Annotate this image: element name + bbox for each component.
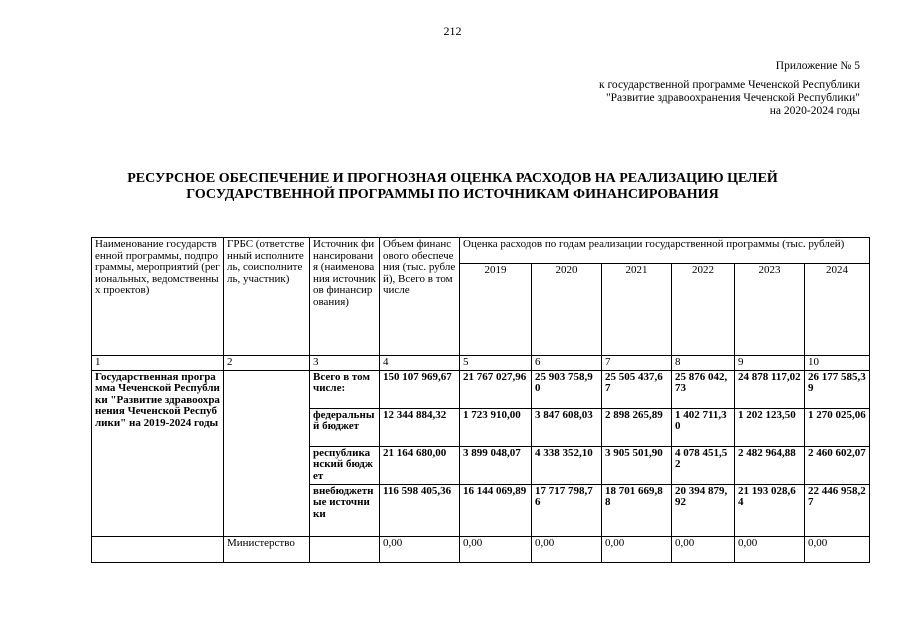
year-cell: 1 402 711,30 bbox=[672, 408, 735, 446]
year-cell: 0,00 bbox=[460, 536, 532, 562]
column-number: 3 bbox=[310, 356, 380, 371]
year-cell: 0,00 bbox=[602, 536, 672, 562]
year-cell: 4 078 451,52 bbox=[672, 446, 735, 484]
source-cell: Всего в том числе: bbox=[310, 370, 380, 408]
year-cell: 0,00 bbox=[532, 536, 602, 562]
total-cell: 0,00 bbox=[380, 536, 460, 562]
year-cell: 3 905 501,90 bbox=[602, 446, 672, 484]
title-line-2: ГОСУДАРСТВЕННОЙ ПРОГРАММЫ ПО ИСТОЧНИКАМ ФИНАНСИРОВАНИЯ bbox=[186, 187, 719, 202]
header-volume: Объем финансового обеспечения (тыс. рублей), Всего в том числе bbox=[380, 238, 460, 356]
year-cell: 2 898 265,89 bbox=[602, 408, 672, 446]
year-cell: 1 270 025,06 bbox=[805, 408, 870, 446]
column-number: 1 bbox=[92, 356, 224, 371]
year-cell: 21 193 028,64 bbox=[735, 484, 805, 536]
grbs-cell bbox=[224, 370, 310, 536]
source-cell bbox=[310, 536, 380, 562]
column-number: 10 bbox=[805, 356, 870, 371]
year-cell: 1 202 123,50 bbox=[735, 408, 805, 446]
table-row-ministry bbox=[92, 536, 870, 562]
column-number: 4 bbox=[380, 356, 460, 371]
total-cell: 116 598 405,36 bbox=[380, 484, 460, 536]
year-cell: 2 460 602,07 bbox=[805, 446, 870, 484]
year-cell: 24 878 117,02 bbox=[735, 370, 805, 408]
page-number: 212 bbox=[443, 24, 462, 38]
resource-table bbox=[91, 237, 870, 563]
header-year: 2020 bbox=[532, 264, 602, 356]
year-cell: 0,00 bbox=[735, 536, 805, 562]
column-number: 9 bbox=[735, 356, 805, 371]
year-cell: 21 767 027,96 bbox=[460, 370, 532, 408]
source-cell: внебюджетные источники bbox=[310, 484, 380, 536]
title-line-1: РЕСУРСНОЕ ОБЕСПЕЧЕНИЕ И ПРОГНОЗНАЯ ОЦЕНКА РАСХОДОВ НА РЕАЛИЗАЦИЮ ЦЕЛЕЙ bbox=[127, 171, 778, 186]
source-cell: республиканский бюджет bbox=[310, 446, 380, 484]
year-cell: 25 903 758,90 bbox=[532, 370, 602, 408]
header-year: 2019 bbox=[460, 264, 532, 356]
program-name: Государственная программа Чеченской Республики "Развитие здравоохранения Чеченской Республики" на 2019-2024 годы bbox=[92, 370, 224, 536]
column-number: 8 bbox=[672, 356, 735, 371]
column-number: 5 bbox=[460, 356, 532, 371]
grbs-cell: Министерство bbox=[224, 536, 310, 562]
year-cell: 0,00 bbox=[672, 536, 735, 562]
header-year: 2024 bbox=[805, 264, 870, 356]
document-title bbox=[60, 171, 845, 203]
column-number: 2 bbox=[224, 356, 310, 371]
year-cell: 25 876 042,73 bbox=[672, 370, 735, 408]
header-year: 2021 bbox=[602, 264, 672, 356]
year-cell: 20 394 879,92 bbox=[672, 484, 735, 536]
total-cell: 21 164 680,00 bbox=[380, 446, 460, 484]
header-year: 2022 bbox=[672, 264, 735, 356]
year-cell: 18 701 669,88 bbox=[602, 484, 672, 536]
total-cell: 150 107 969,67 bbox=[380, 370, 460, 408]
year-cell: 17 717 798,76 bbox=[532, 484, 602, 536]
total-cell: 12 344 884,32 bbox=[380, 408, 460, 446]
year-cell: 3 847 608,03 bbox=[532, 408, 602, 446]
year-cell: 26 177 585,39 bbox=[805, 370, 870, 408]
header-name: Наименование государственной программы, подпрограммы, мероприятий (региональных, ведомственных проектов) bbox=[92, 238, 224, 356]
table-row bbox=[92, 370, 870, 408]
header-estimate: Оценка расходов по годам реализации государственной программы (тыс. рублей) bbox=[460, 238, 870, 264]
year-cell: 0,00 bbox=[805, 536, 870, 562]
header-source: Источник финансирования (наименования источников финансирования) bbox=[310, 238, 380, 356]
column-number: 6 bbox=[532, 356, 602, 371]
column-number: 7 bbox=[602, 356, 672, 371]
appendix-line-1: к государственной программе Чеченской Республики bbox=[599, 79, 860, 91]
year-cell: 22 446 958,27 bbox=[805, 484, 870, 536]
year-cell: 16 144 069,89 bbox=[460, 484, 532, 536]
year-cell: 2 482 964,88 bbox=[735, 446, 805, 484]
appendix-note bbox=[599, 60, 860, 118]
name-cell bbox=[92, 536, 224, 562]
year-cell: 4 338 352,10 bbox=[532, 446, 602, 484]
appendix-line-3: на 2020-2024 годы bbox=[769, 105, 860, 117]
appendix-number: Приложение № 5 bbox=[775, 60, 860, 72]
column-numbers-row bbox=[92, 356, 870, 371]
header-year: 2023 bbox=[735, 264, 805, 356]
source-cell: федеральный бюджет bbox=[310, 408, 380, 446]
year-cell: 25 505 437,67 bbox=[602, 370, 672, 408]
header-grbs: ГРБС (ответственный исполнитель, соисполнитель, участник) bbox=[224, 238, 310, 356]
appendix-line-2: "Развитие здравоохранения Чеченской Республики" bbox=[605, 92, 860, 104]
year-cell: 1 723 910,00 bbox=[460, 408, 532, 446]
year-cell: 3 899 048,07 bbox=[460, 446, 532, 484]
